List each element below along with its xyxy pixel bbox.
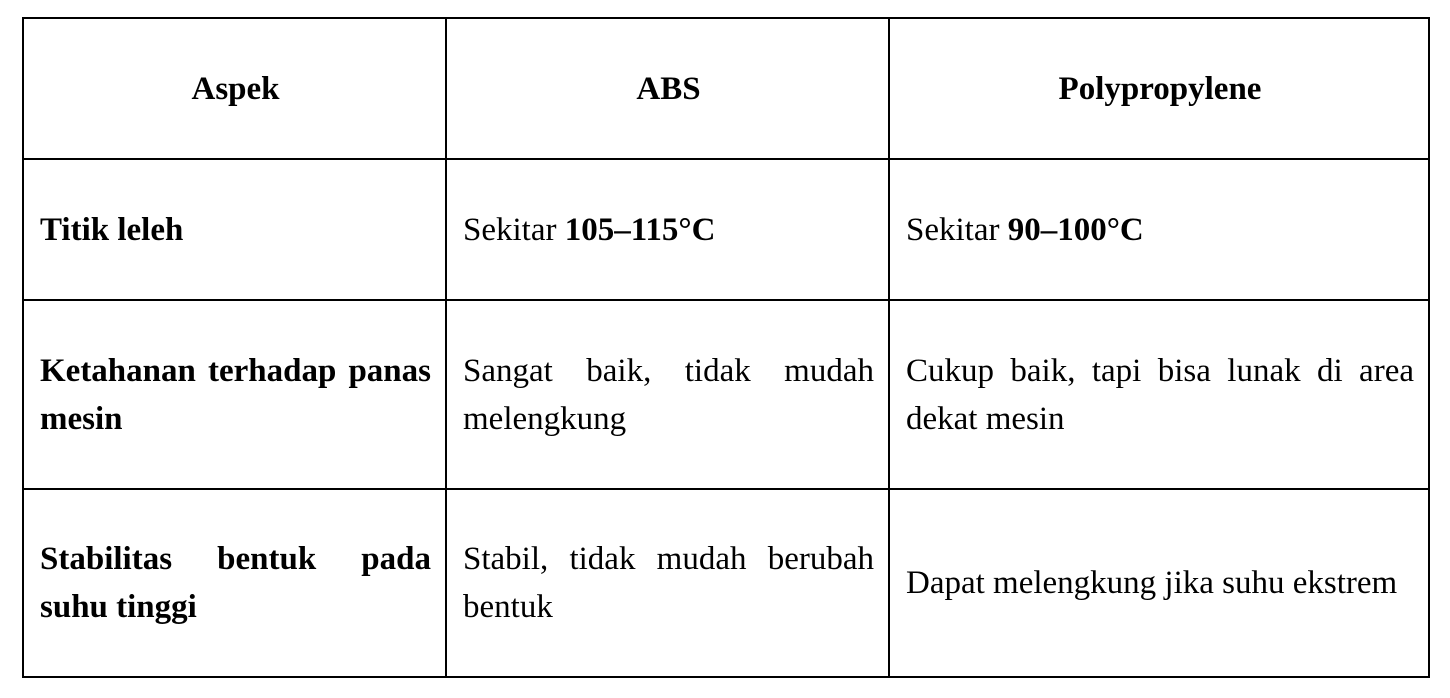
pp-cell: Dapat melengkung jika suhu ekstrem [889,489,1429,677]
header-polypropylene: Polypropylene [889,18,1429,159]
table-header-row [23,18,1429,159]
row-aspek-cell: Stabilitas bentuk pada suhu tinggi [23,489,446,677]
pp-cell: Cukup baik, tapi bisa lunak di area dekat mesin [889,300,1429,489]
header-abs: ABS [446,18,889,159]
abs-cell [446,159,889,300]
row-aspek-cell: Titik leleh [23,159,446,300]
abs-cell: Sangat baik, tidak mudah melengkung [446,300,889,489]
pp-melting-value: 90–100°C [1007,211,1144,248]
comparison-table-container [22,17,1430,678]
table-row [23,159,1429,300]
comparison-table [22,17,1430,678]
table-row [23,300,1429,489]
header-aspek: Aspek [23,18,446,159]
abs-prefix: Sekitar [463,211,565,248]
pp-cell [889,159,1429,300]
row-aspek-cell: Ketahanan terhadap panas mesin [23,300,446,489]
pp-prefix: Sekitar [906,211,1008,248]
abs-melting-value: 105–115°C [564,211,716,248]
abs-cell: Stabil, tidak mudah berubah bentuk [446,489,889,677]
table-row [23,489,1429,677]
